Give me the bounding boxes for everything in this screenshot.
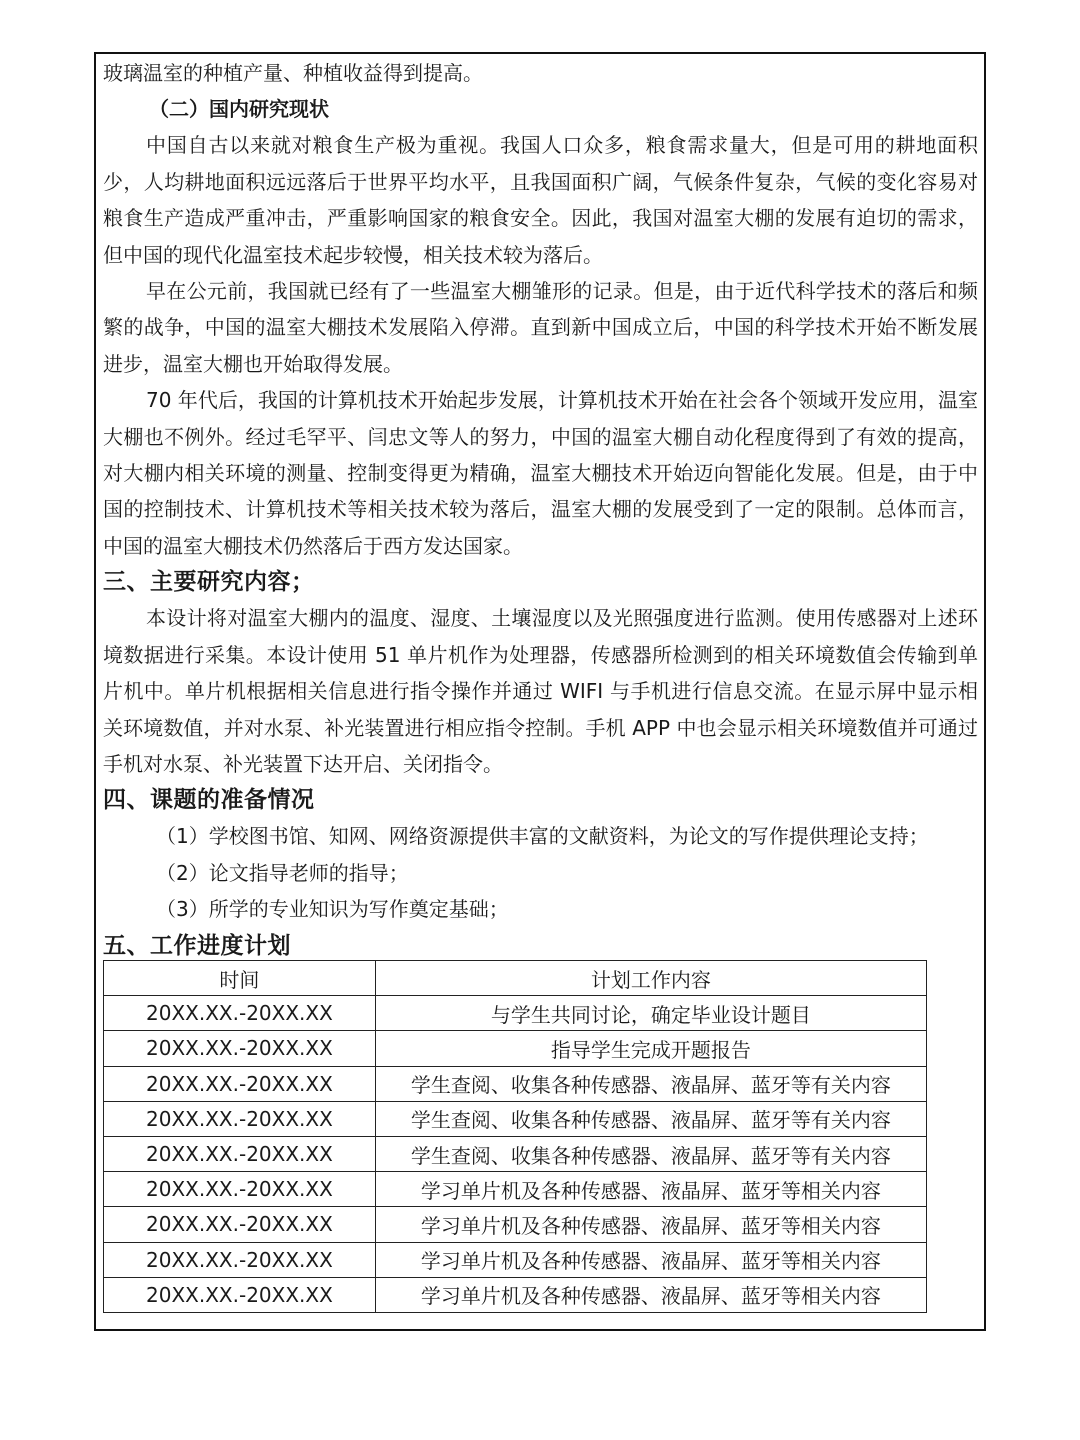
domestic-paragraph-1: 中国自古以来就对粮食生产极为重视。我国人口众多，粮食需求量大，但是可用的耕地面积少，人均耕地面积远远落后于世界平均水平，且我国面积广阔，气候条件复杂，气候的变化容易对粮食生产造成严重冲击，严重影响国家的粮食安全。因此，我国对温室大棚的发展有迫切的需求，但中国的现代化温室技术起步较慢，相关技术较为落后。 [103,133,978,267]
table-row [104,1101,927,1136]
schedule-header-row [104,961,927,996]
row-time: 20XX.XX.-20XX.XX [104,1172,376,1207]
prep-item-1: （1）学校图书馆、知网、网络资源提供丰富的文献资料，为论文的写作提供理论支持； [156,824,929,849]
document-body [103,55,978,964]
row-plan: 与学生共同讨论，确定毕业设计题目 [375,996,926,1031]
domestic-paragraph-3: 70 年代后，我国的计算机技术开始起步发展，计算机技术开始在社会各个领域开发应用，温室大棚也不例外。经过毛罕平、闫忠文等人的努力，中国的温室大棚自动化程度得到了有效的提高，对大棚内相关环境的测量、控制变得更为精确，温室大棚技术开始迈向智能化发展。但是，由于中国的控制技术、计算机技术等相关技术较为落后，温室大棚的发展受到了一定的限制。总体而言，中国的温室大棚技术仍然落后于西方发达国家。 [103,388,978,558]
section3-paragraph: 本设计将对温室大棚内的温度、湿度、土壤湿度以及光照强度进行监测。使用传感器对上述环境数据进行采集。本设计使用 51 单片机作为处理器，传感器所检测到的相关环境数值会传输到单片机中。单片机根据相关信息进行指令操作并通过 WIFI 与手机进行信息交流。在显示屏中显示相关环境数值，并对水泵、补光装置进行相应指令控制。手机 APP 中也会显示相关环境数值并可通过手机对水泵、补光装置下达开启、关闭指令。 [103,606,978,776]
header-plan: 计划工作内容 [375,961,926,996]
table-row [104,996,927,1031]
row-plan: 学生查阅、收集各种传感器、液晶屏、蓝牙等有关内容 [375,1066,926,1101]
table-row [104,1031,927,1066]
row-time: 20XX.XX.-20XX.XX [104,1066,376,1101]
row-plan: 学生查阅、收集各种传感器、液晶屏、蓝牙等有关内容 [375,1136,926,1171]
domestic-research-subheading: （二）国内研究现状 [149,97,329,122]
row-plan: 学习单片机及各种传感器、液晶屏、蓝牙等相关内容 [375,1242,926,1277]
prep-item-2: （2）论文指导老师的指导； [156,860,409,885]
row-time: 20XX.XX.-20XX.XX [104,996,376,1031]
table-row [104,1172,927,1207]
table-row [104,1242,927,1277]
section4-heading: 四、课题的准备情况 [103,787,315,814]
section3-heading: 三、主要研究内容； [103,569,315,596]
header-time: 时间 [104,961,376,996]
row-time: 20XX.XX.-20XX.XX [104,1242,376,1277]
section5-heading: 五、工作进度计划 [103,932,291,959]
row-time: 20XX.XX.-20XX.XX [104,1031,376,1066]
schedule-table [103,960,927,1313]
prep-item-3: （3）所学的专业知识为写作奠定基础； [156,897,509,922]
row-plan: 学习单片机及各种传感器、液晶屏、蓝牙等相关内容 [375,1172,926,1207]
row-time: 20XX.XX.-20XX.XX [104,1136,376,1171]
row-plan: 指导学生完成开题报告 [375,1031,926,1066]
table-row [104,1277,927,1312]
table-row [104,1066,927,1101]
row-plan: 学习单片机及各种传感器、液晶屏、蓝牙等相关内容 [375,1207,926,1242]
table-row [104,1136,927,1171]
domestic-paragraph-2: 早在公元前，我国就已经有了一些温室大棚雏形的记录。但是，由于近代科学技术的落后和频繁的战争，中国的温室大棚技术发展陷入停滞。直到新中国成立后，中国的科学技术开始不断发展进步，温室大棚也开始取得发展。 [103,279,978,376]
row-time: 20XX.XX.-20XX.XX [104,1207,376,1242]
row-time: 20XX.XX.-20XX.XX [104,1277,376,1312]
row-plan: 学生查阅、收集各种传感器、液晶屏、蓝牙等有关内容 [375,1101,926,1136]
table-row [104,1207,927,1242]
intro-line: 玻璃温室的种植产量、种植收益得到提高。 [103,61,483,85]
row-time: 20XX.XX.-20XX.XX [104,1101,376,1136]
row-plan: 学习单片机及各种传感器、液晶屏、蓝牙等相关内容 [375,1277,926,1312]
